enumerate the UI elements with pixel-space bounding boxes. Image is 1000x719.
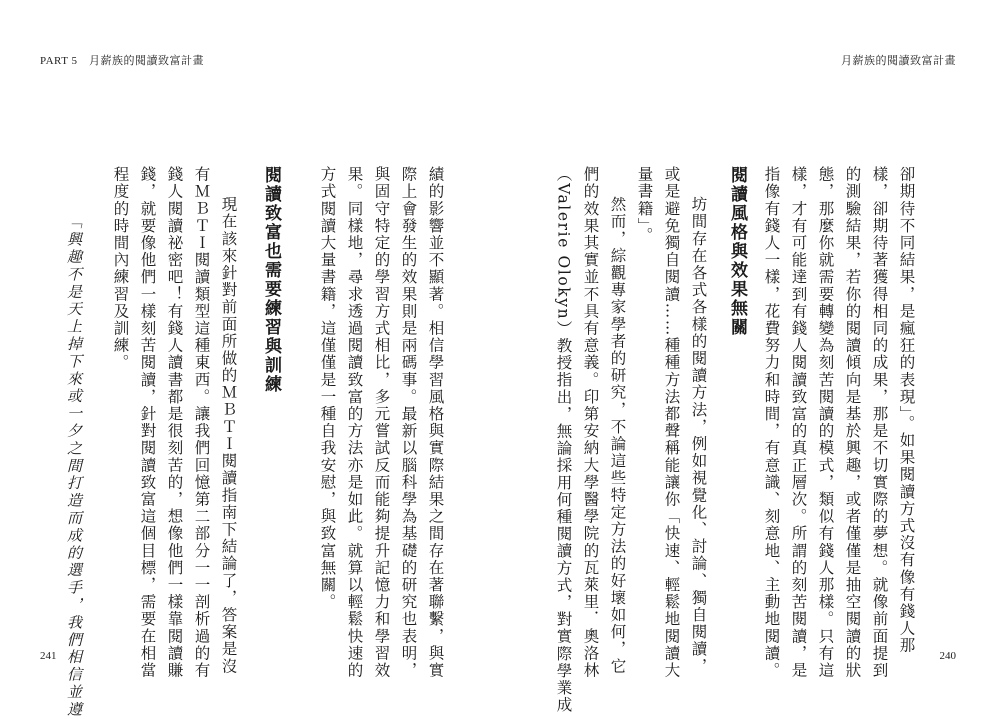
text-line: 現在該來針對前面所做的ＭＢＴＩ閱讀指南下結論了，答案是沒 (219, 196, 238, 675)
text-line: 指像有錢人一樣，花費努力和時間，有意識、刻意地、主動地閱讀。 (762, 166, 781, 679)
text-line: 果。同樣地，尋求透過閱讀致富的方法亦是如此。就算以輕鬆快速的 (345, 166, 364, 679)
text-line: 方式閱讀大量書籍，這僅僅是一種自我安慰，與致富無關。 (318, 166, 337, 611)
text-line: 態，那麼你就需要轉變為刻苦閱讀的模式，類似有錢人那樣。只有這 (816, 166, 835, 679)
text-line: 績的影響並不顯著。相信學習風格與實際結果之間存在著聯繫，與實 (426, 166, 445, 679)
text-line: 樣，才有可能達到有錢人閱讀致富的真正層次。所謂的刻苦閱讀，是 (789, 166, 808, 679)
section-heading: 閱讀風格與效果無關 (727, 166, 747, 337)
text-line: 有ＭＢＴＩ閱讀類型這種東西。讓我們回憶第二部分一一剖析過的有 (192, 166, 211, 679)
text-line: 的測驗結果，若你的閱讀傾向是基於興趣，或者僅僅是抽空閱讀的狀 (843, 166, 862, 679)
page-number-left: 241 (40, 650, 57, 662)
running-header-right: 月薪族的閱讀致富計畫 (841, 55, 956, 67)
text-line: 樣，卻期待著獲得相同的成果，那是不切實際的夢想。就像前面提到 (870, 166, 889, 679)
text-line: 錢，就要像他們一樣刻苦閱讀，針對閱讀致富這個目標，需要在相當 (138, 166, 157, 679)
text-line: 錢人閱讀祕密吧！有錢人讀書都是很刻苦的，想像他們一樣靠閱讀賺 (165, 166, 184, 679)
text-line: 量書籍」。 (635, 166, 654, 244)
text-line: 際上會發生的效果則是兩碼事。最新以腦科學為基礎的研究也表明， (399, 166, 418, 679)
text-line: 或是避免獨自閱讀……種種方法都聲稱能讓你「快速、輕鬆地閱讀大 (662, 166, 681, 679)
text-line: 卻期待不同結果，是瘋狂的表現」。如果閱讀方式沒有像有錢人那 (897, 166, 916, 655)
page-number-right: 240 (939, 650, 956, 662)
text-line: （Valerie Olokyn）教授指出，無論採用何種閱讀方式，對實際學業成 (554, 166, 573, 714)
text-line: 坊間存在各式各樣的閱讀方法，例如視覺化、討論、獨自閱讀， (689, 196, 708, 675)
quote-line: 「興趣不是天上掉下來或一夕之間打造而成的選手，我們相信並遵 (65, 214, 83, 719)
text-line: 然而，綜觀專家學者的研究，不論這些特定方法的好壞如何，它 (608, 196, 627, 675)
text-line: 程度的時間內練習及訓練。 (111, 166, 130, 372)
running-header-left: PART 5 月薪族的閱讀致富計畫 (40, 55, 204, 67)
section-heading: 閱讀致富也需要練習與訓練 (261, 166, 281, 394)
text-line: 們的效果其實並不具有意義。印第安納大學醫學院的瓦萊里．奧洛林 (581, 166, 600, 679)
text-line: 與固守特定的學習方式相比，多元嘗試反而能夠提升記憶力和學習效 (372, 166, 391, 679)
